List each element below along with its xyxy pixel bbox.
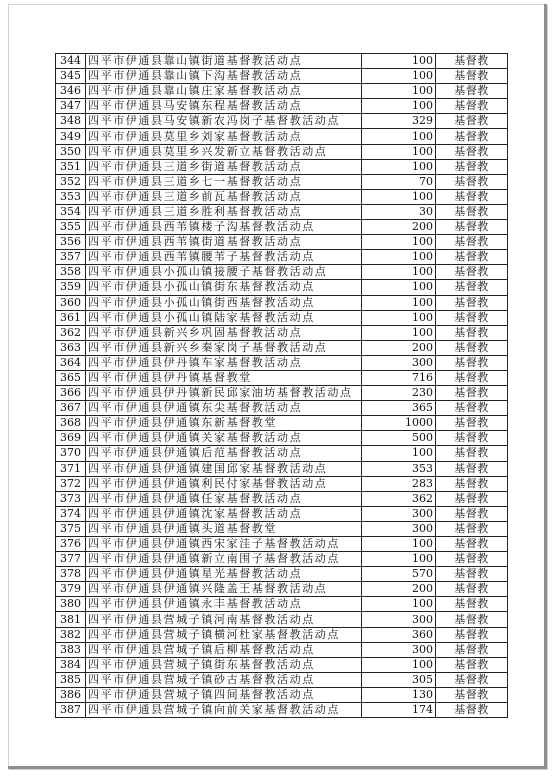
table-row bbox=[56, 295, 508, 310]
row-number-cell: 385 bbox=[56, 672, 86, 687]
row-number-cell: 358 bbox=[56, 265, 86, 280]
table-row bbox=[56, 552, 508, 567]
capacity-cell: 100 bbox=[362, 597, 436, 612]
table-row bbox=[56, 325, 508, 340]
table-row bbox=[56, 431, 508, 446]
row-number-cell: 345 bbox=[56, 69, 86, 84]
row-number-cell: 360 bbox=[56, 295, 86, 310]
venue-name-cell: 四平市伊通县营城子镇砂古基督教活动点 bbox=[86, 672, 362, 687]
row-number-cell: 381 bbox=[56, 612, 86, 627]
table-row bbox=[56, 235, 508, 250]
capacity-cell: 230 bbox=[362, 386, 436, 401]
religion-type-cell: 基督教 bbox=[436, 476, 508, 491]
capacity-cell: 100 bbox=[362, 537, 436, 552]
venue-name-cell: 四平市伊通县莫里乡刘家基督教活动点 bbox=[86, 129, 362, 144]
table-row bbox=[56, 220, 508, 235]
table-row bbox=[56, 672, 508, 687]
religion-type-cell: 基督教 bbox=[436, 506, 508, 521]
venue-name-cell: 四平市伊通县马安镇东程基督教活动点 bbox=[86, 99, 362, 114]
table-row bbox=[56, 476, 508, 491]
religion-type-cell: 基督教 bbox=[436, 537, 508, 552]
venue-name-cell: 四平市伊通县靠山镇庄家基督教活动点 bbox=[86, 84, 362, 99]
capacity-cell: 130 bbox=[362, 687, 436, 702]
religion-type-cell: 基督教 bbox=[436, 114, 508, 129]
row-number-cell: 367 bbox=[56, 401, 86, 416]
capacity-cell: 100 bbox=[362, 129, 436, 144]
religion-type-cell: 基督教 bbox=[436, 370, 508, 385]
table-row bbox=[56, 144, 508, 159]
capacity-cell: 100 bbox=[362, 295, 436, 310]
capacity-cell: 283 bbox=[362, 476, 436, 491]
table-row bbox=[56, 265, 508, 280]
venue-name-cell: 四平市伊通县伊通镇西宋家洼子基督教活动点 bbox=[86, 537, 362, 552]
table-row bbox=[56, 129, 508, 144]
row-number-cell: 371 bbox=[56, 461, 86, 476]
venue-name-cell: 四平市伊通县伊通镇东新基督教堂 bbox=[86, 416, 362, 431]
religion-type-cell: 基督教 bbox=[436, 189, 508, 204]
row-number-cell: 376 bbox=[56, 537, 86, 552]
table-row bbox=[56, 340, 508, 355]
venue-name-cell: 四平市伊通县靠山镇下沟基督教活动点 bbox=[86, 69, 362, 84]
venue-name-cell: 四平市伊通县伊通镇后范基督教活动点 bbox=[86, 446, 362, 461]
row-number-cell: 384 bbox=[56, 657, 86, 672]
row-number-cell: 383 bbox=[56, 642, 86, 657]
capacity-cell: 100 bbox=[362, 159, 436, 174]
row-number-cell: 373 bbox=[56, 491, 86, 506]
table-row bbox=[56, 401, 508, 416]
row-number-cell: 352 bbox=[56, 174, 86, 189]
venue-name-cell: 四平市伊通县伊通镇关家基督教活动点 bbox=[86, 431, 362, 446]
table-row bbox=[56, 521, 508, 536]
row-number-cell: 355 bbox=[56, 220, 86, 235]
row-number-cell: 375 bbox=[56, 521, 86, 536]
capacity-cell: 100 bbox=[362, 189, 436, 204]
row-number-cell: 350 bbox=[56, 144, 86, 159]
table-row bbox=[56, 189, 508, 204]
table-row bbox=[56, 657, 508, 672]
religion-type-cell: 基督教 bbox=[436, 280, 508, 295]
venue-name-cell: 四平市伊通县伊通镇东尖基督教活动点 bbox=[86, 401, 362, 416]
table-row bbox=[56, 355, 508, 370]
religion-type-cell: 基督教 bbox=[436, 129, 508, 144]
religion-type-cell: 基督教 bbox=[436, 220, 508, 235]
capacity-cell: 100 bbox=[362, 84, 436, 99]
capacity-cell: 100 bbox=[362, 325, 436, 340]
venue-name-cell: 四平市伊通县伊通镇沈家基督教活动点 bbox=[86, 506, 362, 521]
capacity-cell: 174 bbox=[362, 703, 436, 718]
venue-name-cell: 四平市伊通县营城子镇横河杜家基督教活动点 bbox=[86, 627, 362, 642]
religion-type-cell: 基督教 bbox=[436, 567, 508, 582]
capacity-cell: 365 bbox=[362, 401, 436, 416]
capacity-cell: 100 bbox=[362, 552, 436, 567]
capacity-cell: 300 bbox=[362, 612, 436, 627]
venue-name-cell: 四平市伊通县新兴乡巩固基督教活动点 bbox=[86, 325, 362, 340]
table-row bbox=[56, 597, 508, 612]
venue-name-cell: 四平市伊通县小孤山镇接腰子基督教活动点 bbox=[86, 265, 362, 280]
row-number-cell: 382 bbox=[56, 627, 86, 642]
capacity-cell: 100 bbox=[362, 250, 436, 265]
venue-name-cell: 四平市伊通县营城子镇向前关家基督教活动点 bbox=[86, 703, 362, 718]
religion-type-cell: 基督教 bbox=[436, 687, 508, 702]
row-number-cell: 349 bbox=[56, 129, 86, 144]
row-number-cell: 372 bbox=[56, 476, 86, 491]
capacity-cell: 100 bbox=[362, 280, 436, 295]
table-row bbox=[56, 370, 508, 385]
religion-type-cell: 基督教 bbox=[436, 401, 508, 416]
table-row bbox=[56, 114, 508, 129]
capacity-cell: 100 bbox=[362, 54, 436, 69]
religion-type-cell: 基督教 bbox=[436, 325, 508, 340]
capacity-cell: 360 bbox=[362, 627, 436, 642]
venue-name-cell: 四平市伊通县莫里乡兴发新立基督教活动点 bbox=[86, 144, 362, 159]
table-row bbox=[56, 416, 508, 431]
row-number-cell: 369 bbox=[56, 431, 86, 446]
row-number-cell: 359 bbox=[56, 280, 86, 295]
row-number-cell: 366 bbox=[56, 386, 86, 401]
capacity-cell: 100 bbox=[362, 69, 436, 84]
religion-type-cell: 基督教 bbox=[436, 521, 508, 536]
religion-type-cell: 基督教 bbox=[436, 552, 508, 567]
row-number-cell: 387 bbox=[56, 703, 86, 718]
table-row bbox=[56, 687, 508, 702]
table-row bbox=[56, 159, 508, 174]
table-row bbox=[56, 99, 508, 114]
capacity-cell: 100 bbox=[362, 265, 436, 280]
capacity-cell: 716 bbox=[362, 370, 436, 385]
capacity-cell: 100 bbox=[362, 235, 436, 250]
capacity-cell: 300 bbox=[362, 506, 436, 521]
religion-type-cell: 基督教 bbox=[436, 69, 508, 84]
table-row bbox=[56, 54, 508, 69]
venue-name-cell: 四平市伊通县营城子镇街东基督教活动点 bbox=[86, 657, 362, 672]
religion-type-cell: 基督教 bbox=[436, 386, 508, 401]
row-number-cell: 357 bbox=[56, 250, 86, 265]
venue-name-cell: 四平市伊通县西苇镇腰苇子基督教活动点 bbox=[86, 250, 362, 265]
table-row bbox=[56, 69, 508, 84]
capacity-cell: 570 bbox=[362, 567, 436, 582]
religion-type-cell: 基督教 bbox=[436, 235, 508, 250]
table-row bbox=[56, 84, 508, 99]
religion-type-cell: 基督教 bbox=[436, 416, 508, 431]
capacity-cell: 30 bbox=[362, 204, 436, 219]
venue-name-cell: 四平市伊通县西苇镇楼子沟基督教活动点 bbox=[86, 220, 362, 235]
venue-name-cell: 四平市伊通县小孤山镇街东基督教活动点 bbox=[86, 280, 362, 295]
table-row bbox=[56, 250, 508, 265]
religion-type-cell: 基督教 bbox=[436, 642, 508, 657]
venue-name-cell: 四平市伊通县伊通镇新立南围子基督教活动点 bbox=[86, 552, 362, 567]
document-page bbox=[8, 4, 547, 769]
table-row bbox=[56, 491, 508, 506]
row-number-cell: 374 bbox=[56, 506, 86, 521]
religion-type-cell: 基督教 bbox=[436, 461, 508, 476]
religion-type-cell: 基督教 bbox=[436, 144, 508, 159]
row-number-cell: 363 bbox=[56, 340, 86, 355]
religion-type-cell: 基督教 bbox=[436, 582, 508, 597]
religion-type-cell: 基督教 bbox=[436, 597, 508, 612]
table-row bbox=[56, 612, 508, 627]
capacity-cell: 100 bbox=[362, 144, 436, 159]
table-row bbox=[56, 703, 508, 718]
venue-name-cell: 四平市伊通县伊通镇任家基督教活动点 bbox=[86, 491, 362, 506]
capacity-cell: 329 bbox=[362, 114, 436, 129]
venue-name-cell: 四平市伊通县靠山镇街道基督教活动点 bbox=[86, 54, 362, 69]
row-number-cell: 347 bbox=[56, 99, 86, 114]
table-row bbox=[56, 280, 508, 295]
venue-table bbox=[55, 53, 508, 718]
row-number-cell: 344 bbox=[56, 54, 86, 69]
row-number-cell: 356 bbox=[56, 235, 86, 250]
capacity-cell: 100 bbox=[362, 99, 436, 114]
religion-type-cell: 基督教 bbox=[436, 99, 508, 114]
venue-name-cell: 四平市伊通县伊通镇建国邱家基督教活动点 bbox=[86, 461, 362, 476]
venue-name-cell: 四平市伊通县伊通镇星光基督教活动点 bbox=[86, 567, 362, 582]
row-number-cell: 386 bbox=[56, 687, 86, 702]
capacity-cell: 200 bbox=[362, 582, 436, 597]
religion-type-cell: 基督教 bbox=[436, 204, 508, 219]
table-row bbox=[56, 537, 508, 552]
capacity-cell: 300 bbox=[362, 642, 436, 657]
religion-type-cell: 基督教 bbox=[436, 703, 508, 718]
row-number-cell: 364 bbox=[56, 355, 86, 370]
religion-type-cell: 基督教 bbox=[436, 295, 508, 310]
row-number-cell: 365 bbox=[56, 370, 86, 385]
table-row bbox=[56, 627, 508, 642]
venue-name-cell: 四平市伊通县新兴乡秦家岗子基督教活动点 bbox=[86, 340, 362, 355]
venue-name-cell: 四平市伊通县小孤山镇街西基督教活动点 bbox=[86, 295, 362, 310]
capacity-cell: 305 bbox=[362, 672, 436, 687]
table-row bbox=[56, 446, 508, 461]
religion-type-cell: 基督教 bbox=[436, 54, 508, 69]
religion-type-cell: 基督教 bbox=[436, 174, 508, 189]
table-row bbox=[56, 204, 508, 219]
religion-type-cell: 基督教 bbox=[436, 159, 508, 174]
row-number-cell: 380 bbox=[56, 597, 86, 612]
row-number-cell: 368 bbox=[56, 416, 86, 431]
venue-name-cell: 四平市伊通县伊丹镇车家基督教活动点 bbox=[86, 355, 362, 370]
capacity-cell: 300 bbox=[362, 521, 436, 536]
table-row bbox=[56, 506, 508, 521]
capacity-cell: 362 bbox=[362, 491, 436, 506]
religion-type-cell: 基督教 bbox=[436, 657, 508, 672]
venue-name-cell: 四平市伊通县西苇镇街道基督教活动点 bbox=[86, 235, 362, 250]
capacity-cell: 100 bbox=[362, 310, 436, 325]
venue-name-cell: 四平市伊通县马安镇新农冯岗子基督教活动点 bbox=[86, 114, 362, 129]
religion-type-cell: 基督教 bbox=[436, 491, 508, 506]
religion-type-cell: 基督教 bbox=[436, 355, 508, 370]
row-number-cell: 348 bbox=[56, 114, 86, 129]
capacity-cell: 200 bbox=[362, 220, 436, 235]
capacity-cell: 500 bbox=[362, 431, 436, 446]
religion-type-cell: 基督教 bbox=[436, 310, 508, 325]
row-number-cell: 346 bbox=[56, 84, 86, 99]
table-row bbox=[56, 461, 508, 476]
capacity-cell: 300 bbox=[362, 355, 436, 370]
venue-name-cell: 四平市伊通县伊通镇利民付家基督教活动点 bbox=[86, 476, 362, 491]
venue-name-cell: 四平市伊通县伊通镇永丰基督教活动点 bbox=[86, 597, 362, 612]
venue-name-cell: 四平市伊通县小孤山镇陆家基督教活动点 bbox=[86, 310, 362, 325]
venue-name-cell: 四平市伊通县营城子镇河南基督教活动点 bbox=[86, 612, 362, 627]
table-row bbox=[56, 582, 508, 597]
religion-type-cell: 基督教 bbox=[436, 250, 508, 265]
venue-name-cell: 四平市伊通县三道乡前瓦基督教活动点 bbox=[86, 189, 362, 204]
religion-type-cell: 基督教 bbox=[436, 84, 508, 99]
capacity-cell: 200 bbox=[362, 340, 436, 355]
venue-name-cell: 四平市伊通县三道乡街道基督教活动点 bbox=[86, 159, 362, 174]
religion-type-cell: 基督教 bbox=[436, 627, 508, 642]
row-number-cell: 370 bbox=[56, 446, 86, 461]
row-number-cell: 377 bbox=[56, 552, 86, 567]
venue-name-cell: 四平市伊通县三道乡七一基督教活动点 bbox=[86, 174, 362, 189]
religion-type-cell: 基督教 bbox=[436, 672, 508, 687]
table-row bbox=[56, 567, 508, 582]
row-number-cell: 362 bbox=[56, 325, 86, 340]
row-number-cell: 353 bbox=[56, 189, 86, 204]
venue-name-cell: 四平市伊通县伊丹镇新民邱家油坊基督教活动点 bbox=[86, 386, 362, 401]
row-number-cell: 354 bbox=[56, 204, 86, 219]
row-number-cell: 361 bbox=[56, 310, 86, 325]
religion-type-cell: 基督教 bbox=[436, 340, 508, 355]
row-number-cell: 379 bbox=[56, 582, 86, 597]
venue-name-cell: 四平市伊通县营城子镇四间基督教活动点 bbox=[86, 687, 362, 702]
table-row bbox=[56, 386, 508, 401]
religion-type-cell: 基督教 bbox=[436, 431, 508, 446]
venue-name-cell: 四平市伊通县伊丹镇基督教堂 bbox=[86, 370, 362, 385]
capacity-cell: 70 bbox=[362, 174, 436, 189]
religion-type-cell: 基督教 bbox=[436, 612, 508, 627]
table-row bbox=[56, 642, 508, 657]
row-number-cell: 351 bbox=[56, 159, 86, 174]
venue-name-cell: 四平市伊通县伊通镇头道基督教堂 bbox=[86, 521, 362, 536]
religion-type-cell: 基督教 bbox=[436, 446, 508, 461]
row-number-cell: 378 bbox=[56, 567, 86, 582]
table-row bbox=[56, 174, 508, 189]
capacity-cell: 1000 bbox=[362, 416, 436, 431]
religion-type-cell: 基督教 bbox=[436, 265, 508, 280]
venue-name-cell: 四平市伊通县三道乡胜利基督教活动点 bbox=[86, 204, 362, 219]
table-row bbox=[56, 310, 508, 325]
capacity-cell: 100 bbox=[362, 446, 436, 461]
venue-name-cell: 四平市伊通县伊通镇兴隆盖王基督教活动点 bbox=[86, 582, 362, 597]
venue-name-cell: 四平市伊通县营城子镇后柳基督教活动点 bbox=[86, 642, 362, 657]
table-body bbox=[56, 54, 508, 718]
capacity-cell: 100 bbox=[362, 657, 436, 672]
capacity-cell: 353 bbox=[362, 461, 436, 476]
